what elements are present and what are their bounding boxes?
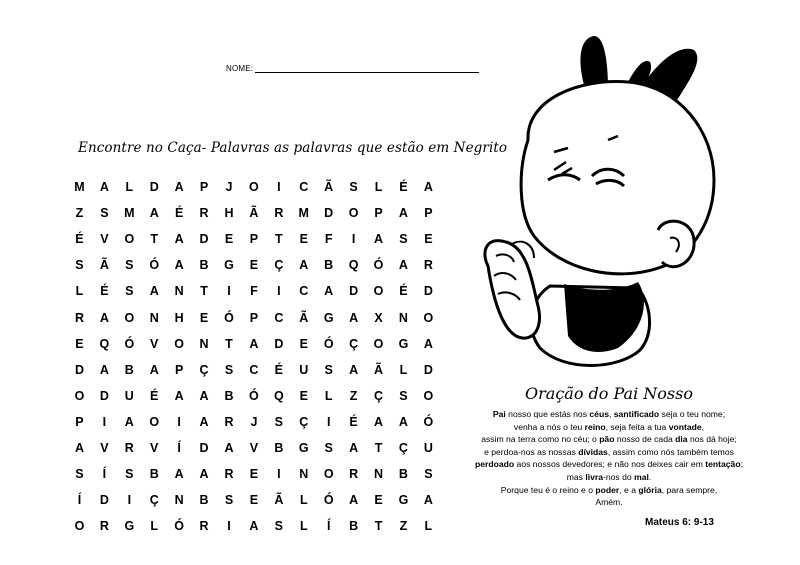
prayer-line [468,446,750,459]
grid-letter[interactable]: Ó [323,336,334,351]
grid-letter[interactable]: S [399,232,408,247]
grid-letter[interactable]: B [349,519,359,534]
grid-letter[interactable]: X [374,310,383,325]
grid-letter[interactable]: A [174,258,184,273]
prayer-keyword: Pai [492,409,506,419]
grid-letter[interactable]: D [423,362,433,377]
grid-letter[interactable]: Í [326,519,331,534]
grid-letter[interactable]: N [199,336,209,351]
grid-row [67,278,441,304]
grid-letter[interactable]: Ç [199,362,209,377]
grid-letter[interactable]: A [199,414,209,429]
prayer-keyword: dívidas [578,446,608,457]
grid-letter[interactable]: C [274,310,284,325]
praying-child-illustration [468,30,738,380]
grid-letter[interactable]: N [174,493,184,508]
prayer-keyword: glória [638,484,662,495]
grid-letter[interactable]: D [199,440,209,455]
grid-letter[interactable]: O [174,336,185,351]
grid-letter[interactable]: P [174,362,184,377]
grid-letter[interactable]: R [199,519,209,534]
grid-letter[interactable]: S [75,258,84,273]
grid-letter[interactable]: Ã [249,206,259,221]
grid-letter[interactable]: Ã [324,180,334,195]
grid-letter[interactable]: I [277,467,281,482]
grid-letter[interactable]: V [100,232,109,247]
prayer-line [468,496,750,509]
grid-row [67,252,441,278]
grid-letter[interactable]: N [374,467,384,482]
grid-letter[interactable]: R [199,206,209,221]
grid-letter[interactable]: U [124,388,134,403]
grid-letter[interactable]: C [249,362,259,377]
grid-letter[interactable]: A [249,519,259,534]
grid-letter[interactable]: T [150,232,159,247]
grid-letter[interactable]: G [224,258,234,273]
prayer-segment: nos dá hoje; [687,434,737,445]
prayer-segment: mas [566,471,586,482]
grid-letter[interactable]: D [74,362,84,377]
grid-letter[interactable]: O [74,519,85,534]
grid-letter[interactable]: Ã [274,493,284,508]
grid-letter[interactable]: A [349,362,359,377]
grid-letter[interactable]: S [100,206,109,221]
grid-letter[interactable]: A [249,336,259,351]
grid-letter[interactable]: I [102,414,107,429]
grid-row [67,226,441,252]
grid-letter[interactable]: I [277,180,281,195]
grid-letter[interactable]: B [149,467,159,482]
grid-letter[interactable]: A [324,284,334,299]
grid-letter[interactable]: A [199,388,209,403]
grid-letter[interactable]: L [150,519,159,534]
prayer-title: Oração do Pai Nosso [525,384,693,403]
grid-letter[interactable]: A [349,310,359,325]
prayer-keyword: tentação [705,459,741,470]
word-search-grid [67,174,441,539]
grid-letter[interactable]: I [227,519,231,534]
grid-letter[interactable]: S [224,362,234,377]
grid-letter[interactable]: A [349,440,359,455]
grid-letter[interactable]: D [324,206,334,221]
grid-letter[interactable]: É [399,284,408,299]
grid-letter[interactable]: Ó [373,258,384,273]
grid-letter[interactable]: Í [77,493,82,508]
grid-letter[interactable]: A [174,467,184,482]
grid-letter[interactable]: I [277,284,281,299]
prayer-text [468,408,750,509]
grid-letter[interactable]: J [225,180,233,195]
prayer-keyword: reino [584,421,606,432]
grid-letter[interactable]: S [274,414,283,429]
grid-letter[interactable]: S [324,362,333,377]
grid-letter[interactable]: P [75,414,84,429]
grid-row [67,461,441,487]
grid-row [67,383,441,409]
prayer-keyword: perdoado [475,459,515,470]
prayer-segment: , [609,409,614,419]
grid-letter[interactable]: Ã [99,258,109,273]
prayer-segment: ; [740,459,743,470]
grid-letter[interactable]: A [99,310,109,325]
grid-letter[interactable]: Ã [374,362,384,377]
prayer-segment: aos nossos devedores; e não nos deixes cair em [514,459,706,470]
grid-letter[interactable]: P [424,206,433,221]
grid-letter[interactable]: É [349,414,358,429]
prayer-line [468,433,750,446]
grid-letter[interactable]: V [150,440,159,455]
grid-letter[interactable]: É [100,284,109,299]
grid-letter[interactable]: G [323,310,334,325]
grid-letter[interactable]: A [423,180,433,195]
grid-letter[interactable]: R [74,310,84,325]
grid-letter[interactable]: Ç [349,336,359,351]
prayer-keyword: dia [675,434,688,445]
grid-letter[interactable]: E [199,310,209,325]
grid-letter[interactable]: H [174,310,184,325]
grid-letter[interactable]: F [324,232,333,247]
prayer-segment: venha a nós o teu [513,421,585,432]
grid-letter[interactable]: P [249,310,259,325]
grid-letter[interactable]: E [299,232,308,247]
grid-letter[interactable]: L [324,388,333,403]
grid-letter[interactable]: O [348,206,359,221]
prayer-keyword: santificado [613,409,660,419]
grid-letter[interactable]: J [250,414,258,429]
prayer-segment: , seja feita a tua [605,421,669,432]
grid-letter[interactable]: S [75,467,84,482]
grid-letter[interactable]: O [74,388,85,403]
grid-letter[interactable]: Z [349,388,358,403]
grid-letter[interactable]: E [249,493,259,508]
grid-letter[interactable]: N [398,310,408,325]
prayer-segment: , para sempre, [661,484,718,495]
grid-letter[interactable]: Ç [299,414,309,429]
grid-letter[interactable]: L [299,519,308,534]
grid-letter[interactable]: G [398,493,409,508]
prayer-keyword: pão [599,434,615,445]
prayer-segment: Porque teu é o reino e o [500,484,596,495]
grid-letter[interactable]: L [299,493,308,508]
prayer-segment: , [701,421,705,432]
grid-row [67,513,441,539]
grid-letter[interactable]: É [274,362,283,377]
grid-letter[interactable]: F [250,284,258,299]
grid-letter[interactable]: U [423,440,433,455]
grid-letter[interactable]: L [125,180,134,195]
prayer-line [468,458,750,471]
prayer-line [468,484,750,497]
prayer-keyword: céus [589,409,609,419]
grid-letter[interactable]: A [99,180,109,195]
grid-letter[interactable]: Ç [149,493,159,508]
prayer-keyword: vontade [668,421,702,432]
name-line[interactable] [255,63,479,73]
prayer-segment: . [648,471,652,482]
grid-letter[interactable]: B [199,258,209,273]
grid-letter[interactable]: L [75,284,84,299]
grid-letter[interactable]: D [349,284,359,299]
prayer-line [468,421,750,434]
grid-letter[interactable]: V [249,440,259,455]
grid-letter[interactable]: B [199,493,209,508]
grid-row [67,331,441,357]
grid-letter[interactable]: O [124,310,135,325]
grid-letter[interactable]: A [99,362,109,377]
grid-letter[interactable]: D [274,336,284,351]
grid-letter[interactable]: L [424,519,433,534]
grid-letter[interactable]: P [249,232,259,247]
grid-letter[interactable]: E [224,232,234,247]
grid-letter[interactable]: R [349,467,359,482]
grid-letter[interactable]: R [274,206,284,221]
prayer-keyword: mal [634,471,649,482]
grid-letter[interactable]: L [399,362,408,377]
grid-letter[interactable]: Ç [274,258,284,273]
grid-letter[interactable]: B [324,258,334,273]
prayer-line [468,408,750,421]
grid-letter[interactable]: R [224,467,234,482]
grid-letter[interactable]: Ó [124,336,135,351]
grid-letter[interactable]: T [374,519,383,534]
grid-letter[interactable]: A [124,414,134,429]
grid-letter[interactable]: O [423,310,434,325]
grid-letter[interactable]: S [224,493,234,508]
grid-letter[interactable]: O [149,414,160,429]
grid-letter[interactable]: R [99,519,109,534]
grid-letter[interactable]: A [149,284,159,299]
grid-letter[interactable]: D [423,284,433,299]
grid-letter[interactable]: I [326,414,331,429]
grid-row [67,304,441,330]
grid-letter[interactable]: E [249,258,259,273]
prayer-segment: e perdoa-nos as nossas [484,446,579,457]
prayer-segment: seja o teu nome; [659,409,726,419]
grid-letter[interactable]: Q [99,336,110,351]
grid-letter[interactable]: S [424,467,433,482]
grid-letter[interactable]: D [99,388,109,403]
grid-letter[interactable]: A [74,440,84,455]
name-field[interactable] [226,63,479,73]
grid-letter[interactable]: Ç [374,388,384,403]
grid-letter[interactable]: P [374,206,383,221]
grid-letter[interactable]: L [374,180,383,195]
grid-letter[interactable]: A [174,388,184,403]
grid-letter[interactable]: O [423,388,434,403]
grid-letter[interactable]: R [124,440,134,455]
grid-letter[interactable]: S [349,180,358,195]
grid-letter[interactable]: Ó [249,388,259,403]
grid-letter[interactable]: Q [348,258,359,273]
grid-letter[interactable]: R [224,414,234,429]
prayer-segment: nosso de cada [614,434,676,445]
grid-letter[interactable]: É [75,232,84,247]
grid-letter[interactable]: O [323,467,334,482]
prayer-keyword: livra [585,471,604,482]
prayer-segment: Amém. [595,497,623,508]
grid-letter[interactable]: Ó [174,519,185,534]
grid-letter[interactable]: A [299,258,309,273]
grid-letter[interactable]: D [149,180,159,195]
grid-letter[interactable]: D [199,232,209,247]
grid-letter[interactable]: A [149,206,159,221]
grid-letter[interactable]: N [149,310,159,325]
grid-letter[interactable]: Ã [299,310,309,325]
grid-letter[interactable]: N [299,467,309,482]
grid-letter[interactable]: B [224,388,234,403]
grid-row [67,357,441,383]
grid-letter[interactable]: E [374,493,383,508]
grid-letter[interactable]: A [398,206,408,221]
prayer-keyword: poder [595,484,620,495]
prayer-segment: , assim como nós também temos [607,446,734,457]
grid-letter[interactable]: Z [75,206,84,221]
grid-letter[interactable]: Í [102,467,107,482]
grid-letter[interactable]: E [249,467,259,482]
grid-letter[interactable]: G [298,440,309,455]
grid-letter[interactable]: B [124,362,134,377]
grid-row [67,200,441,226]
grid-letter[interactable]: S [125,258,134,273]
grid-letter[interactable]: S [324,440,333,455]
grid-letter[interactable]: É [399,180,408,195]
grid-letter[interactable]: C [299,284,309,299]
grid-letter[interactable]: T [225,336,233,351]
grid-letter[interactable]: Ó [423,414,434,429]
grid-letter[interactable]: T [200,284,208,299]
grid-letter[interactable]: V [150,336,159,351]
grid-letter[interactable]: M [124,206,135,221]
name-label: NOME: [226,64,254,73]
instruction-text: Encontre no Caça- Palavras as palavras que estão em Negrito [78,140,508,156]
grid-letter[interactable]: Q [273,388,284,403]
prayer-line [468,471,750,484]
grid-letter[interactable]: A [374,414,384,429]
grid-row [67,487,441,513]
grid-letter[interactable]: A [398,414,408,429]
grid-row [67,409,441,435]
grid-letter[interactable]: O [373,284,384,299]
grid-letter[interactable]: S [125,467,134,482]
grid-letter[interactable]: H [224,206,234,221]
grid-letter[interactable]: R [423,258,433,273]
grid-letter[interactable]: I [351,232,356,247]
grid-letter[interactable]: E [75,336,84,351]
grid-row [67,174,441,200]
grid-letter[interactable]: U [299,362,309,377]
grid-letter[interactable]: S [399,388,408,403]
grid-letter[interactable]: P [199,180,209,195]
grid-letter[interactable]: S [274,519,283,534]
grid-letter[interactable]: A [174,180,184,195]
grid-letter[interactable]: Ó [323,493,334,508]
grid-letter[interactable]: Ç [398,440,408,455]
grid-letter[interactable]: B [398,467,408,482]
grid-letter[interactable]: D [99,493,109,508]
bible-reference: Mateus 6: 9-13 [645,517,714,528]
prayer-segment: assim na terra como no céu; o [481,434,600,445]
grid-letter[interactable]: G [124,519,135,534]
grid-letter[interactable]: O [249,180,259,195]
grid-letter[interactable]: G [398,336,409,351]
grid-letter[interactable]: A [423,336,433,351]
grid-letter[interactable]: O [373,336,384,351]
grid-letter[interactable]: Í [177,440,181,455]
grid-letter[interactable]: Z [399,519,408,534]
grid-letter[interactable]: E [299,388,308,403]
grid-letter[interactable]: S [125,284,134,299]
grid-letter[interactable]: E [299,336,308,351]
grid-letter[interactable]: A [423,493,433,508]
grid-letter[interactable]: C [299,180,309,195]
grid-letter[interactable]: I [227,284,231,299]
grid-letter[interactable]: T [275,232,283,247]
grid-letter[interactable]: T [374,440,383,455]
grid-letter[interactable]: M [298,206,309,221]
grid-letter[interactable]: E [424,232,433,247]
grid-letter[interactable]: A [349,493,359,508]
grid-letter[interactable]: B [274,440,284,455]
grid-letter[interactable]: M [74,180,85,195]
grid-letter[interactable]: Ó [224,310,234,325]
grid-letter[interactable]: A [398,258,408,273]
grid-letter[interactable]: A [149,362,159,377]
grid-letter[interactable]: A [224,440,234,455]
prayer-segment: , e a [619,484,639,495]
grid-letter[interactable]: A [199,467,209,482]
grid-letter[interactable]: É [150,388,159,403]
grid-letter[interactable]: I [177,414,181,429]
grid-letter[interactable]: A [374,232,384,247]
grid-letter[interactable]: É [174,206,184,221]
grid-letter[interactable]: Ó [149,258,160,273]
grid-letter[interactable]: V [100,440,109,455]
grid-row [67,435,441,461]
grid-letter[interactable]: O [124,232,135,247]
grid-letter[interactable]: N [174,284,184,299]
grid-letter[interactable]: A [174,232,184,247]
prayer-segment: nosso que estás nos [505,409,590,419]
grid-letter[interactable]: I [127,493,132,508]
prayer-segment: -nos do [603,471,635,482]
